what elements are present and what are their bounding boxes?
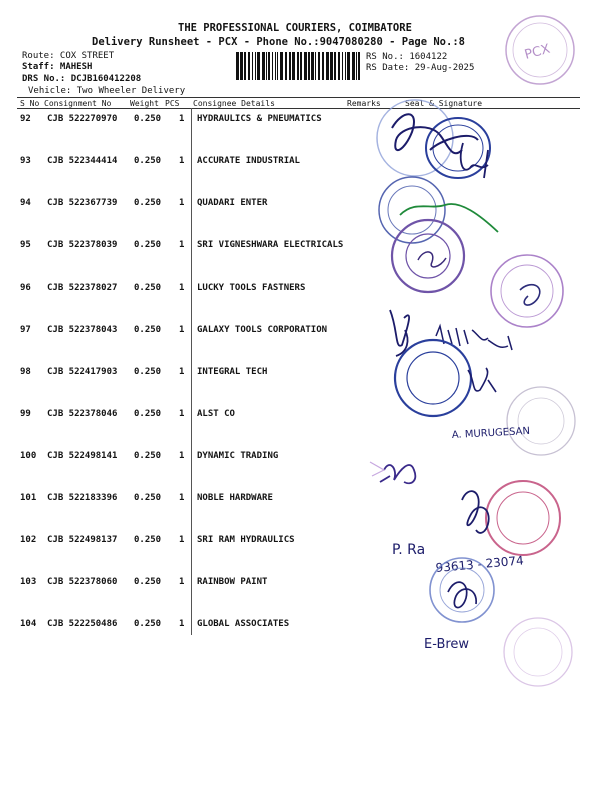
pcx-stamp <box>506 16 574 84</box>
pr-note: P. Ra <box>392 542 426 558</box>
row-consignment: CJB 522378027 <box>47 283 118 293</box>
col-sno: S No <box>20 99 40 108</box>
row-sno: 98 <box>20 367 31 377</box>
row-consignee: ACCURATE INDUSTRIAL <box>197 156 300 166</box>
barcode-bar <box>268 52 270 80</box>
row-consignment: CJB 522344414 <box>47 156 118 166</box>
col-seal: Seal & Signature <box>405 99 483 108</box>
row-weight: 0.250 <box>134 409 162 419</box>
row-consignee: QUADARI ENTER <box>197 198 268 208</box>
barcode-bar <box>338 52 340 80</box>
row-pcs: 1 <box>179 114 185 124</box>
signature-mark <box>461 143 488 178</box>
col-remarks: Remarks <box>347 99 381 108</box>
signature-mark <box>520 285 540 305</box>
table-top-rule <box>17 97 580 98</box>
row-sno: 100 <box>20 451 37 461</box>
row-consignee: LUCKY TOOLS FASTNERS <box>197 283 306 293</box>
row-consignee: INTEGRAL TECH <box>197 367 268 377</box>
barcode-bar <box>292 52 295 80</box>
row-weight: 0.250 <box>134 283 162 293</box>
barcode-bar <box>356 52 357 80</box>
barcode-bar <box>275 52 276 80</box>
signature-mark <box>392 114 478 153</box>
col-pcs: PCS <box>165 99 180 108</box>
barcode-bar <box>255 52 256 80</box>
row-consignee: DYNAMIC TRADING <box>197 451 279 461</box>
seal-stamp-blue <box>377 100 490 178</box>
row-weight: 0.250 <box>134 114 162 124</box>
row-weight: 0.250 <box>134 619 162 629</box>
row-pcs: 1 <box>179 619 185 629</box>
row-sno: 93 <box>20 156 31 166</box>
row-consignment: CJB 522250486 <box>47 619 118 629</box>
barcode-bar <box>347 52 350 80</box>
barcode-bar <box>262 52 265 80</box>
row-pcs: 1 <box>179 198 185 208</box>
staff-label: Staff: MAHESH <box>22 62 93 72</box>
row-weight: 0.250 <box>134 367 162 377</box>
row-consignment: CJB 522183396 <box>47 493 118 503</box>
row-pcs: 1 <box>179 535 185 545</box>
signature-mark <box>462 491 489 533</box>
barcode-bar <box>345 52 346 80</box>
pcx-stamp-text: PCX <box>522 41 552 63</box>
row-consignment: CJB 522498141 <box>47 451 118 461</box>
company-title: THE PROFESSIONAL COURIERS, COIMBATORE <box>178 22 412 34</box>
barcode-bar <box>272 52 273 80</box>
row-sno: 104 <box>20 619 37 629</box>
row-consignment: CJB 522378043 <box>47 325 118 335</box>
phone-note: 93613 - 23074 <box>435 553 525 575</box>
barcode-bar <box>257 52 260 80</box>
signature-mark <box>468 368 496 392</box>
row-sno: 92 <box>20 114 31 124</box>
vehicle-label: Vehicle: Two Wheeler Delivery <box>28 86 186 96</box>
barcode-bar <box>304 52 307 80</box>
row-consignee: RAINBOW PAINT <box>197 577 268 587</box>
row-consignment: CJB 522498137 <box>47 535 118 545</box>
route-label: Route: COX STREET <box>22 51 115 61</box>
barcode-bar <box>311 52 314 80</box>
row-consignment: CJB 522378039 <box>47 240 118 250</box>
faint-stamp <box>507 387 575 455</box>
barcode-bar <box>358 52 360 80</box>
faint-stamp-bottom <box>504 618 572 686</box>
barcode-bar <box>300 52 302 80</box>
runsheet-subtitle: Delivery Runsheet - PCX - Phone No.:9047080280 - Page No.:8 <box>92 36 465 48</box>
row-weight: 0.250 <box>134 156 162 166</box>
barcode-bar <box>280 52 283 80</box>
barcode-bar <box>240 52 243 80</box>
row-consignee: SRI RAM HYDRAULICS <box>197 535 295 545</box>
row-consignee: GLOBAL ASSOCIATES <box>197 619 290 629</box>
barcode-bar <box>342 52 343 80</box>
barcode-bar <box>322 52 324 80</box>
barcode-bar <box>248 52 250 80</box>
vigneshwara-stamp <box>392 220 464 292</box>
row-weight: 0.250 <box>134 535 162 545</box>
row-consignment: CJB 522417903 <box>47 367 118 377</box>
barcode-bar <box>266 52 267 80</box>
signature-mark <box>380 465 415 483</box>
row-pcs: 1 <box>179 577 185 587</box>
row-sno: 94 <box>20 198 31 208</box>
ebrew-note: E-Brew <box>424 637 470 652</box>
row-consignee: HYDRAULICS & PNEUMATICS <box>197 114 322 124</box>
rs-date: RS Date: 29-Aug-2025 <box>366 63 475 73</box>
row-sno: 99 <box>20 409 31 419</box>
barcode-bar <box>252 52 253 80</box>
integral-tech-stamp <box>395 340 471 416</box>
barcode-bar <box>277 52 278 80</box>
barcode-bar <box>285 52 287 80</box>
signature-mark <box>400 204 498 232</box>
signature-mark <box>370 462 384 476</box>
barcode-bar <box>330 52 333 80</box>
row-pcs: 1 <box>179 493 185 503</box>
row-pcs: 1 <box>179 283 185 293</box>
row-weight: 0.250 <box>134 240 162 250</box>
row-sno: 101 <box>20 493 37 503</box>
barcode-bar <box>318 52 320 80</box>
enterprises-stamp <box>379 177 445 243</box>
row-pcs: 1 <box>179 451 185 461</box>
drs-number: DRS No.: DCJB160412208 <box>22 74 142 84</box>
row-weight: 0.250 <box>134 577 162 587</box>
noble-hardware-stamp <box>486 481 560 555</box>
row-consignment: CJB 522378060 <box>47 577 118 587</box>
row-pcs: 1 <box>179 156 185 166</box>
barcode-bar <box>297 52 299 80</box>
col-consignment: Consignment No <box>44 99 112 108</box>
table-header-rule <box>17 108 580 109</box>
row-sno: 103 <box>20 577 37 587</box>
row-pcs: 1 <box>179 409 185 419</box>
row-weight: 0.250 <box>134 325 162 335</box>
row-consignment: CJB 522270970 <box>47 114 118 124</box>
row-sno: 102 <box>20 535 37 545</box>
row-consignee: SRI VIGNESHWARA ELECTRICALS <box>197 240 344 250</box>
row-weight: 0.250 <box>134 451 162 461</box>
barcode-bar <box>289 52 291 80</box>
murugesan-note: A. MURUGESAN <box>451 425 531 441</box>
col-consignee: Consignee Details <box>193 99 275 108</box>
row-pcs: 1 <box>179 240 185 250</box>
signature-mark <box>448 582 476 607</box>
row-pcs: 1 <box>179 325 185 335</box>
table-column-divider <box>191 108 192 635</box>
barcode-bar <box>236 52 239 80</box>
barcode-bar <box>326 52 329 80</box>
row-consignee: GALAXY TOOLS CORPORATION <box>197 325 328 335</box>
row-consignment: CJB 522378046 <box>47 409 118 419</box>
row-sno: 96 <box>20 283 31 293</box>
barcode-bar <box>308 52 310 80</box>
row-consignee: ALST CO <box>197 409 235 419</box>
signature-mark <box>436 326 512 350</box>
row-weight: 0.250 <box>134 198 162 208</box>
row-consignment: CJB 522367739 <box>47 198 118 208</box>
col-weight: Weight <box>130 99 159 108</box>
barcode-bar <box>334 52 336 80</box>
rs-number: RS No.: 1604122 <box>366 52 448 62</box>
row-pcs: 1 <box>179 367 185 377</box>
row-sno: 97 <box>20 325 31 335</box>
row-sno: 95 <box>20 240 31 250</box>
barcode-bar <box>315 52 316 80</box>
signature-mark <box>390 310 409 356</box>
row-weight: 0.250 <box>134 493 162 503</box>
barcode <box>236 52 362 80</box>
barcode-bar <box>244 52 246 80</box>
row-consignee: NOBLE HARDWARE <box>197 493 273 503</box>
round-stamp-blue <box>430 558 494 622</box>
barcode-bar <box>352 52 355 80</box>
lucky-tools-stamp <box>491 255 563 327</box>
